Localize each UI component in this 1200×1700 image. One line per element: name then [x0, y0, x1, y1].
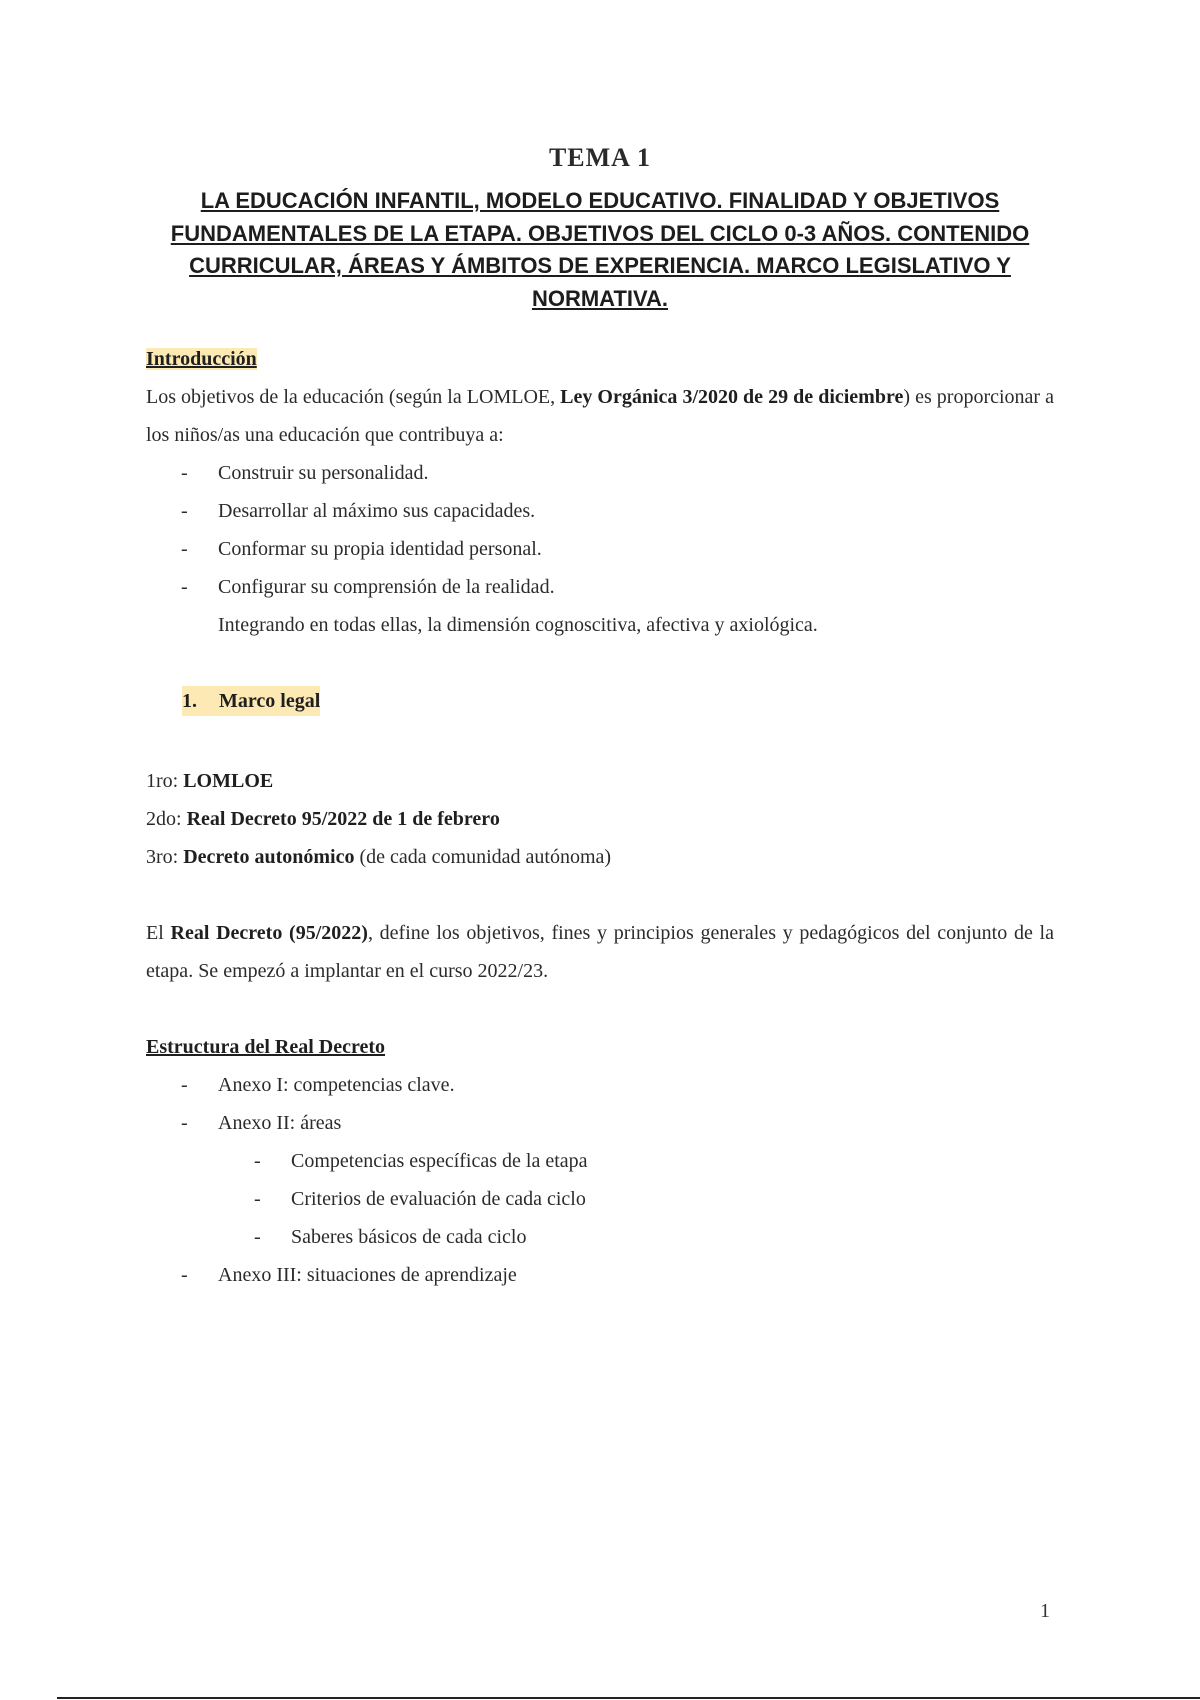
item-bold: Decreto autonómico [183, 846, 355, 868]
bullet-dash: - [254, 1150, 261, 1172]
section-label: Marco legal [219, 690, 321, 712]
bullet-dash: - [181, 1074, 188, 1096]
topic-number: TEMA 1 [548, 143, 652, 172]
intro-section [146, 340, 1054, 644]
intro-text-end: ) es proporcionar a los niños/as una educación que contribuya a: [146, 386, 1055, 446]
bullet-dash: - [181, 576, 188, 598]
bullet-text: Anexo I: competencias clave. [218, 1074, 455, 1096]
list-item [146, 838, 1054, 876]
list-item [146, 530, 1054, 568]
item-prefix: 2do: [146, 808, 187, 830]
list-item [146, 1256, 1054, 1294]
structure-heading: Estructura del Real Decreto [146, 1036, 386, 1058]
bullet-dash: - [181, 462, 188, 484]
bullet-text: Saberes básicos de cada ciclo [291, 1226, 527, 1248]
item-bold: Real Decreto 95/2022 de 1 de febrero [186, 808, 500, 830]
paragraph-end: , define los objetivos, fines y principios generales y pedagógicos del conjunto de la etapa. Se empezó a implantar en el curso 2022/23. [146, 922, 1054, 982]
list-item [146, 1142, 1054, 1180]
list-item [146, 492, 1054, 530]
bullet-text: Criterios de evaluación de cada ciclo [291, 1188, 586, 1210]
list-item [146, 1104, 1054, 1142]
list-item [146, 800, 1054, 838]
intro-law-name: Ley Orgánica 3/2020 de 29 de diciembre [560, 386, 904, 408]
section-number: 1. [182, 690, 197, 712]
list-item [146, 1066, 1054, 1104]
intro-text-start: Los objetivos de la educación (según la LOMLOE, [146, 386, 561, 408]
bullet-text: Desarrollar al máximo sus capacidades. [218, 500, 536, 522]
item-bold: LOMLOE [183, 770, 274, 792]
list-item [146, 568, 1054, 606]
bullet-text: Configurar su comprensión de la realidad. [218, 576, 555, 598]
item-prefix: 3ro: [146, 846, 184, 868]
real-decreto-paragraph [146, 914, 1054, 990]
structure-section [146, 1028, 1054, 1294]
bullet-text: Conformar su propia identidad personal. [218, 538, 542, 560]
section-heading-marco-legal [182, 686, 320, 716]
list-item [146, 762, 1054, 800]
topic-title: LA EDUCACIÓN INFANTIL, MODELO EDUCATIVO. FINALIDAD Y OBJETIVOS FUNDAMENTALES DE LA ETAPA. OBJETIVOS DEL CICLO 0-3 AÑOS. CONTENIDO CURRICULAR, ÁREAS Y ÁMBITOS DE EXPERIENCIA. MARCO LEGISLATIVO Y NORMATIVA. [170, 188, 1030, 311]
paragraph-bold: Real Decreto (95/2022) [170, 922, 368, 944]
bullet-dash: - [181, 500, 188, 522]
item-prefix: 1ro: [146, 770, 184, 792]
paragraph-start: El [146, 922, 171, 944]
bullet-text: Anexo III: situaciones de aprendizaje [218, 1264, 517, 1286]
intro-closing: Integrando en todas ellas, la dimensión cognoscitiva, afectiva y axiológica. [218, 614, 818, 636]
intro-heading: Introducción [146, 348, 257, 370]
bullet-dash: - [181, 538, 188, 560]
bullet-dash: - [254, 1226, 261, 1248]
bullet-dash: - [181, 1264, 188, 1286]
page-number: 1 [1040, 1600, 1050, 1622]
page-bottom-divider [57, 1697, 1200, 1699]
bullet-text: Construir su personalidad. [218, 462, 429, 484]
list-item [146, 454, 1054, 492]
bullet-text: Competencias específicas de la etapa [291, 1150, 588, 1172]
list-item [146, 1218, 1054, 1256]
list-item [146, 1180, 1054, 1218]
intro-paragraph [146, 378, 1054, 454]
bullet-dash: - [181, 1112, 188, 1134]
bullet-text: Anexo II: áreas [218, 1112, 342, 1134]
bullet-dash: - [254, 1188, 261, 1210]
legal-framework-list [146, 762, 1054, 876]
item-suffix: (de cada comunidad autónoma) [354, 846, 612, 868]
